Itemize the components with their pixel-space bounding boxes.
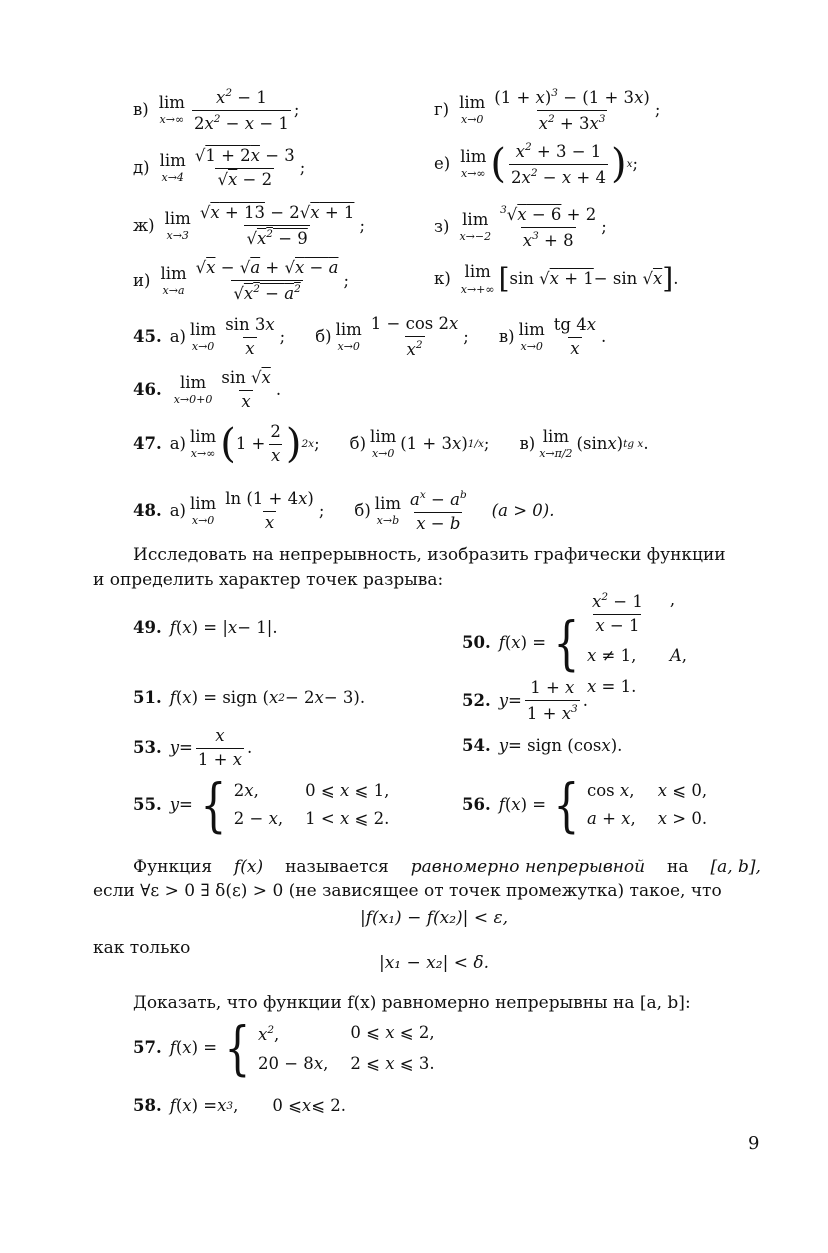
problem-label: е) (434, 153, 451, 173)
definition-line-1: Функция f(x) называется равномерно непрерывной на [a, b], (133, 857, 761, 877)
problem-label: к) (434, 269, 451, 288)
problem-number: 53. (133, 737, 162, 757)
problem-i: и) lim x→a $\frac{√x - √a + √x - a}{√x^2 - a^2}$ ; (133, 258, 350, 303)
problem-number: 58. (133, 1096, 162, 1115)
problem-number: 51. (133, 688, 162, 707)
problem-45: 45. а) lim x→0 $\frac{\sin 3x}{x}$ ; б) lim x→0 $\frac{1 - \cos 2x}{x^2}$ ; в) lim x→0 $\frac{tg 4x}{x}$ . (133, 314, 607, 359)
problem-d: д) lim x→4 $\frac{√1 + 2x - 3}{√x - 2}$ ; (133, 146, 306, 189)
problem-51: 51. f ( x ) = sign ( x 2 − 2 x − 3). (133, 688, 366, 707)
problem-number: 48. (133, 500, 162, 520)
problem-zh: ж) lim x→3 $\frac{√x + 13 - 2√x + 1}{√x^2 - 9}$ ; (133, 203, 365, 248)
problem-number: 55. (133, 794, 162, 814)
problem-52: 52. y = $\frac{1 + x}{1 + x^3}$ . (462, 678, 588, 723)
inequality-2: |x₁ − x₂| < δ. (378, 953, 489, 973)
problem-number: 57. (133, 1038, 162, 1058)
problem-k: к) lim x→+∞ [ sin √ x + 1 − sin √ x ] . (434, 262, 679, 296)
problem-number: 56. (462, 794, 491, 814)
intro-line-2: и определить характер точек разрыва: (93, 570, 444, 590)
problem-g: г) lim x→0 $\frac{(1 + x)^3 - (1 + 3x)}{x^2 + 3x^3}$ ; (434, 87, 661, 133)
problem-label: и) (133, 270, 151, 290)
problem-53: 53. y = $\frac{x}{1 + x}$ . (133, 726, 253, 769)
problem-46: 46. lim x→0+0 $\frac{\sin √x}{x}$ . (133, 368, 282, 411)
problem-number: 47. (133, 433, 162, 453)
problem-number: 50. (462, 633, 491, 653)
inequality-1: |f(x₁) − f(x₂)| < ε, (359, 908, 508, 928)
problem-54: 54. y = sign (cos x ). (462, 736, 623, 755)
problem-55: 55. y = { 2x, 0 ⩽ x ⩽ 1, 2 − x, 1 < x ⩽ 2. (133, 771, 390, 839)
prove-text: Доказать, что функции f(x) равномерно непрерывны на [a, b]: (133, 993, 691, 1013)
problem-50: 50. f ( x ) = { $\frac{x^2 - 1}{x - 1}$ , x ≠ 1, A, x = 1. (462, 590, 687, 696)
problem-v: в) lim x→∞ $\frac{x^2 - 1}{2x^2 - x - 1}$ ; (133, 87, 300, 133)
definition-line-2: если ∀ε > 0 ∃ δ(ε) > 0 (не зависящее от точек промежутка) такое, что (93, 881, 722, 901)
problem-label: в) (133, 99, 149, 119)
problem-56: 56. f ( x ) = { cos x, x ⩽ 0, a + x, x > 0. (462, 771, 708, 839)
problem-e: е) lim x→∞ ( $\frac{x^2 + 3 - 1}{2x^2 - x + 4}$ ) x ; (434, 141, 639, 187)
problem-number: 52. (462, 690, 491, 710)
problem-57: 57. f ( x ) = { $x^2$, 0 ⩽ x ⩽ 2, 20 − 8x, 2 ⩽ x ⩽ 3. (133, 1014, 435, 1083)
problem-label: г) (434, 99, 450, 119)
definition-term: равномерно непрерывной (410, 857, 646, 877)
problem-label: д) (133, 157, 150, 177)
problem-number: 49. (133, 618, 162, 637)
problem-47: 47. а) lim x→∞ ( 1 + $\frac{2}{x}$ ) 2x ; б) lim x→0 (1 + 3 x ) 1/x ; в) lim x→π/2 (sin x ) tg x . (133, 421, 649, 467)
intro-line-1: Исследовать на непрерывность, изобразить графически функции (133, 545, 726, 565)
kak-tolko: как только (93, 938, 191, 958)
problem-number: 45. (133, 326, 162, 346)
problem-z: з) lim x→−2 $\frac{^3√x - 6 + 2}{x^3 + 8}$ ; (434, 204, 607, 250)
problem-49: 49. f ( x ) = | x − 1|. (133, 618, 278, 637)
problem-number: 46. (133, 379, 162, 399)
problem-label: з) (434, 216, 450, 236)
problem-label: ж) (133, 215, 155, 235)
page-number: 9 (748, 1133, 760, 1154)
problem-number: 54. (462, 736, 491, 755)
problem-58: 58. f ( x ) = x 3 , 0 ⩽ x ⩽ 2. (133, 1096, 347, 1115)
problem-48: 48. а) lim x→0 $\frac{\ln (1 + 4x)}{x}$ ; б) lim x→b $\frac{a^x - a^b}{x - b}$ (a > 0). (133, 489, 555, 533)
